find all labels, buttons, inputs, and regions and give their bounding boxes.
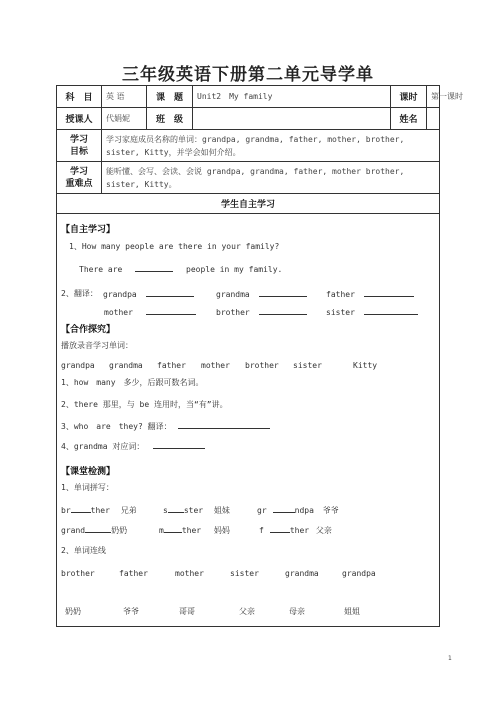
word-label: father [326,290,355,299]
translate-row-1 [61,288,98,299]
spell-item [257,504,339,516]
coop-word: grandma [109,361,143,370]
teacher-label: 授课人 [57,108,102,129]
self-study-heading: 【自主学习】 [61,225,116,235]
coop-item-1: 1、how many 多少，后跟可数名词。 [61,378,204,387]
page-number: 1 [448,655,452,662]
match-cn-word[interactable]: 母亲 [289,607,305,616]
spell-item [61,524,127,536]
translate-blank[interactable] [364,306,418,315]
keys-label-line2: 重难点 [65,178,93,189]
spell-prefix: s [163,506,168,515]
spell-prefix: m [159,526,164,535]
word-label: mother [104,308,133,317]
spell-label: 1、单词拼写： [61,483,114,492]
coop-intro: 播放录音学习单词： [61,341,133,350]
answer-suffix: people in my family. [186,265,283,274]
header-row-1 [57,86,463,108]
coop-word: father [157,361,186,370]
translate-blank[interactable] [146,306,196,315]
word-label: grandma [216,290,250,299]
match-en-word[interactable]: mother [175,569,204,578]
coop-item-3-text: 3、who are they? 翻译： [61,422,172,431]
spell-blank[interactable] [164,524,182,533]
match-label: 2、单词连线 [61,546,106,555]
period-value: 第一课时 [431,92,463,101]
header-row-2 [57,108,439,130]
coop-word: grandpa [61,361,95,370]
coop-item-3 [61,420,270,432]
coop-item-4-text: 4、grandma 对应词： [61,442,145,451]
spell-meaning: 兄弟 [120,506,137,515]
word-label: brother [216,308,250,317]
section-title: 学生自主学习 [220,200,275,210]
word-sister [326,306,418,317]
goals-row [57,130,439,162]
translate-blank[interactable] [146,288,194,297]
spell-meaning: 奶奶 [111,526,128,535]
spell-meaning: 姐妹 [213,506,230,515]
spell-suffix: ndpa [294,506,314,515]
match-cn-word[interactable]: 哥哥 [179,607,195,616]
coop-word: sister [293,361,322,370]
spell-item [159,524,230,536]
answer-blank[interactable] [135,263,173,272]
question-1: 1、How many people are there in your family? [69,242,280,251]
spell-meaning: 妈妈 [213,526,230,535]
spell-prefix: f [259,526,264,535]
answer-prefix: There are [79,265,123,274]
spell-prefix: gr [257,506,267,515]
translate-blank[interactable] [364,288,414,297]
translate-blank[interactable] [259,288,307,297]
spell-blank[interactable] [71,504,91,513]
match-cn-word[interactable]: 姐姐 [344,607,360,616]
match-en-word[interactable]: grandpa [342,569,376,578]
spell-meaning: 父亲 [315,526,332,535]
counterpart-blank[interactable] [153,440,205,449]
word-mother [104,306,196,317]
word-brother [216,306,307,317]
coop-item-4 [61,440,205,452]
spell-prefix: br [61,506,71,515]
class-field[interactable] [193,108,391,129]
keys-label [57,162,102,193]
match-cn-word[interactable]: 奶奶 [65,607,81,616]
spell-blank[interactable] [85,524,111,533]
goals-label-line2: 目标 [69,146,88,157]
word-label: sister [326,308,355,317]
section-header-row [57,194,439,214]
spell-suffix: ster [183,506,204,515]
spell-prefix: grand [61,526,86,535]
coop-item-2: 2、there 那里，与 be 连用时，当“有”讲。 [61,400,228,409]
coop-word: brother [245,361,279,370]
match-en-word[interactable]: sister [230,569,259,578]
spell-suffix: ther [289,526,310,535]
translation-blank[interactable] [178,420,270,429]
word-grandpa [103,288,194,299]
topic-label: 课 题 [147,86,193,107]
name-field[interactable] [427,108,439,129]
keys-row [57,162,439,194]
goals-label-line1: 学习 [69,134,88,145]
page-title: 三年级英语下册第二单元导学单 [122,65,374,85]
subject-label: 科 目 [57,86,102,107]
word-grandma [216,288,307,299]
period-label: 课时 [391,86,427,107]
match-en-word[interactable]: brother [61,569,95,578]
word-label: grandpa [103,290,137,299]
translate-label: 2、翻译： [61,289,98,298]
name-label: 姓名 [391,108,427,129]
goals-text: 学习家庭成员名称的单词：grandpa, grandma, father, mother, brother, sister, Kitty，并学会如何介绍。 [106,135,405,157]
goals-label [57,130,102,161]
match-cn-word[interactable]: 父亲 [239,607,255,616]
keys-label-line1: 学习 [69,166,88,177]
spell-blank[interactable] [273,504,295,513]
spell-blank[interactable] [168,504,184,513]
spell-blank[interactable] [270,524,290,533]
match-cn-word[interactable]: 爷爷 [123,607,139,616]
word-father [326,288,414,299]
spell-suffix: ther [181,526,202,535]
check-heading: 【课堂检测】 [61,467,116,477]
class-label: 班 级 [147,108,193,129]
teacher-value: 代娟妮 [102,108,147,129]
spell-item [61,504,137,516]
keys-text: 能听懂、会写、会读、会说 grandpa, grandma, father, mother brother, sister, Kitty。 [106,167,405,189]
match-en-word[interactable]: grandma [285,569,319,578]
coop-word: Kitty [353,361,378,370]
topic-value: Unit2 My family [193,86,391,107]
translate-blank[interactable] [259,306,307,315]
spell-item [259,524,332,536]
spell-suffix: ther [90,506,110,515]
spell-item [163,504,230,516]
match-en-word[interactable]: father [119,569,148,578]
worksheet-table [56,85,463,627]
study-body [57,214,439,626]
coop-heading: 【合作探究】 [61,325,116,335]
answer-line-1 [79,263,282,274]
coop-word: mother [201,361,230,370]
subject-value: 英 语 [102,86,147,107]
spell-meaning: 爷爷 [322,506,339,515]
